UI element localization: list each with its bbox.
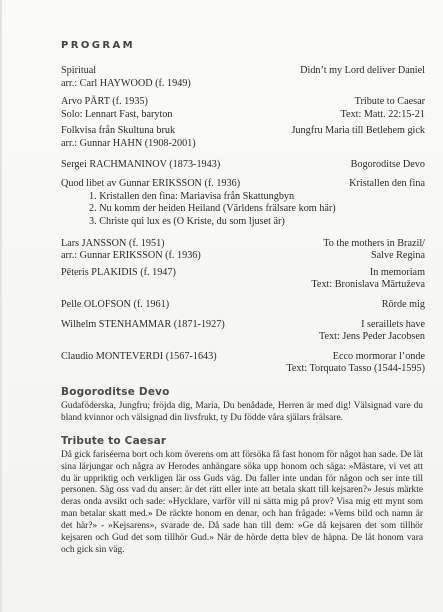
composer-info: arr.: Gunnar HAHN (1908-2001) xyxy=(61,137,196,149)
work-info: Bogoroditse Devo xyxy=(350,158,425,170)
work-info: Salve Regina xyxy=(370,250,425,262)
program-entry xyxy=(61,125,425,150)
quodlibet-part: 2. Nu komm der heiden Heiland (Världens frälsare kom här) xyxy=(89,203,336,215)
work-info: I seraillets have xyxy=(361,318,425,330)
program-entry xyxy=(61,319,425,344)
work-info: Ecco mormorar l’onde xyxy=(332,350,425,362)
program-list xyxy=(61,65,425,376)
composer-info: Spiritual xyxy=(61,65,97,76)
program-entry xyxy=(61,178,425,228)
program-entry xyxy=(61,351,425,376)
quodlibet-part: 3. Christe qui lux es (O Kriste, du som ljuset är) xyxy=(89,215,285,227)
program-entry xyxy=(61,65,425,90)
work-info: Text: Torquato Tasso (1544-1595) xyxy=(286,363,425,375)
composer-info: Lars JANSSON (f. 1951) xyxy=(61,237,165,249)
composer-info: Solo: Lennart Fast, baryton xyxy=(61,108,173,120)
program-heading: PROGRAM xyxy=(61,40,135,51)
program-entry-line xyxy=(61,125,425,138)
program-entry-line xyxy=(61,267,425,280)
text-sections xyxy=(61,386,425,557)
work-info: To the mothers in Brazil/ xyxy=(323,237,425,249)
quodlibet-part: 1. Kristallen den fina: Mariavisa från Skattungbyn xyxy=(89,190,295,202)
program-entry xyxy=(61,238,425,263)
composer-info: Wilhelm STENHAMMAR (1871-1927) xyxy=(61,318,225,330)
work-info: Didn’t my Lord deliver Daniel xyxy=(300,65,425,76)
composer-info: Pēteris PLAKIDIS (f. 1947) xyxy=(61,266,176,278)
work-info: Jungfru Maria till Betlehem gick xyxy=(291,125,425,137)
program-entry-line xyxy=(61,159,425,172)
section-text: Gudaföderska, Jungfru; fröjda dig, Maria, Du benådade, Herren är med dig! Välsignad vare du bland kvinnor och välsignad din livsfrukt, ty Du födde våra själars frälsare. xyxy=(61,400,423,423)
section-title: Bogoroditse Devo xyxy=(61,385,170,398)
program-entry xyxy=(61,267,425,292)
program-entry-line xyxy=(61,299,425,312)
composer-info: Folkvisa från Skultuna bruk xyxy=(61,125,176,137)
program-entry-line xyxy=(61,351,425,364)
work-info: Text: Matt. 22:15-21 xyxy=(340,108,425,120)
composer-info: Claudio MONTEVERDI (1567-1643) xyxy=(61,350,217,362)
work-info: Tribute to Caesar xyxy=(354,96,425,108)
composer-info: Quod libet av Gunnar ERIKSSON (f. 1936) xyxy=(61,178,241,190)
section-title: Tribute to Caesar xyxy=(61,434,167,447)
program-entry xyxy=(61,299,425,312)
program-entry-line xyxy=(61,331,425,344)
quodlibet-parts xyxy=(61,191,425,229)
work-info: Text: Bronislava Mārtuževa xyxy=(311,279,425,291)
program-entry-line xyxy=(61,65,425,78)
program-entry-line xyxy=(61,238,425,251)
program-entry xyxy=(61,159,425,172)
program-entry-line xyxy=(61,363,425,376)
composer-info: Arvo PÄRT (f. 1935) xyxy=(61,96,148,108)
program-entry-line xyxy=(61,109,425,122)
program-entry-line xyxy=(61,78,425,91)
composer-info: Sergei RACHMANINOV (1873-1943) xyxy=(61,158,221,170)
program-entry-line xyxy=(61,250,425,263)
composer-info: arr.: Gunnar ERIKSSON (f. 1936) xyxy=(61,250,201,262)
program-entry-line xyxy=(61,178,425,191)
program-entry-line xyxy=(61,138,425,151)
program-entry-line xyxy=(61,96,425,109)
work-info: Kristallen den fina xyxy=(349,178,425,190)
program-entry-line xyxy=(61,279,425,292)
program-content xyxy=(2,0,443,557)
composer-info: arr.: Carl HAYWOOD (f. 1949) xyxy=(61,77,191,89)
work-info: Rörde mig xyxy=(381,298,425,310)
program-entry xyxy=(61,96,425,121)
composer-info: Pelle OLOFSON (f. 1961) xyxy=(61,298,170,310)
section-text: Då gick fariséerna bort och kom överens om att försöka få fast honom för något han sade. De lät sina lärjungar och några av Herodes anhängare söka upp honom och säga: »Mästare, vi vet att du är uppriktig och verkligen lär oss Guds väg. Du faller inte undan för någon och ser inte till personen. Säg oss vad du anser: är det rätt eller inte att betala skatt till kejsaren?» Jesus märkte deras onda avsikt och sade: »Hycklare, varför vill ni sätta mig på prov? Visa mig ett mynt som man betalar skatt med.» De räckte honom en denar, och han frågade: »Vems bild och namn är det här?» - »Kejsarens», svarade de. Då sade han till dem: »Ge då kejsaren det som tillhör kejsaren och Gud det som tillhör Gud.» När de hörde detta blev de häpna. De lät honom vara och gick sin väg. xyxy=(61,449,423,555)
work-info: Text: Jens Peder Jacobsen xyxy=(319,331,425,343)
program-entry-line xyxy=(61,319,425,332)
work-info: In memoriam xyxy=(369,266,425,278)
